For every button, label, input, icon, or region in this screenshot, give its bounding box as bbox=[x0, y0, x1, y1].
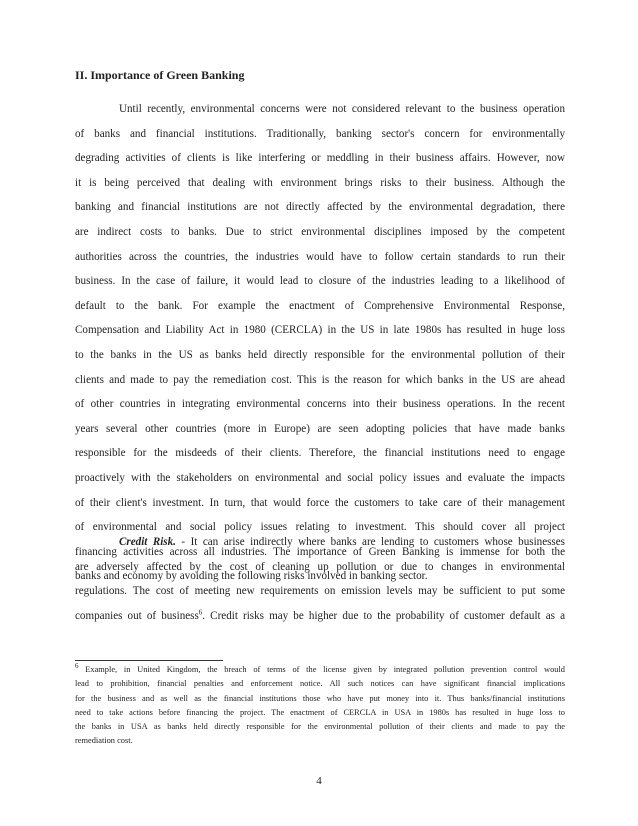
paragraph-line: it is being perceived that dealing with environment brings risks to their business. Although the bbox=[75, 176, 565, 189]
footnote-line: need to take actions before financing the project. The enactment of CERCLA in USA in 1980s has resulted in huge loss to bbox=[75, 707, 565, 717]
footnote-line: remediation cost. bbox=[75, 736, 133, 746]
paragraph-line: clients and made to pay the remediation cost. This is the reason for which banks in the US are ahead bbox=[75, 373, 565, 386]
paragraph-line: proactively with the stakeholders on environmental and social policy issues and evaluate the impacts bbox=[75, 471, 565, 484]
paragraph-line bbox=[75, 530, 565, 555]
paragraph-line: banking and financial institutions are not directly affected by the environmental degradation, there bbox=[75, 201, 565, 214]
paragraph-line: degrading activities of clients is like interfering or meddling in their business affairs. However, now bbox=[75, 152, 565, 165]
paragraph-line: are adversely affected by the cost of cleaning up pollution or due to changes in environmental bbox=[75, 560, 565, 573]
paragraph-line: regulations. The cost of meeting new requirements on emission levels may be sufficient to put some bbox=[75, 585, 565, 598]
paragraph-line: Until recently, environmental concerns were not considered relevant to the business operation bbox=[119, 103, 565, 115]
paragraph-line: business. In the case of failure, it would lead to closure of the industries leading to a likelihood of bbox=[75, 275, 565, 288]
paragraph-text: . Credit risks may be higher due to the probability of customer default as a bbox=[202, 609, 565, 622]
paragraph-line: of their client's investment. In turn, that would force the customers to take care of their management bbox=[75, 496, 565, 509]
paragraph-credit-risk bbox=[75, 530, 565, 628]
footnote-reference[interactable]: 6 bbox=[198, 608, 203, 617]
paragraph-importance bbox=[75, 97, 565, 589]
paragraph-line: of banks and financial institutions. Traditionally, banking sector's concern for environmentally bbox=[75, 127, 565, 140]
page-number: 4 bbox=[316, 775, 322, 787]
footnote-line bbox=[75, 663, 565, 677]
paragraph-line: responsible for the misdeeds of their clients. Therefore, the financial institutions need to engage bbox=[75, 447, 565, 460]
paragraph-line: to the banks in the US as banks held directly responsible for the environmental pollution of their bbox=[75, 348, 565, 361]
paragraph-text: companies out of business bbox=[75, 609, 199, 622]
footnote bbox=[75, 663, 565, 749]
footnote-marker: 6 bbox=[75, 662, 79, 671]
paragraph-line: default to the bank. For example the enactment of Comprehensive Environmental Response, bbox=[75, 299, 565, 312]
paragraph-line: years several other countries (more in Europe) are seen adopting policies that have made banks bbox=[75, 422, 565, 435]
paragraph-line: financing activities across all industries. The importance of Green Banking is immense for both the bbox=[75, 545, 565, 558]
paragraph-line: of environmental and social policy issues relating to investment. This should cover all project bbox=[75, 521, 565, 534]
paragraph-text: - It can arise indirectly where banks are lending to customers whose businesses bbox=[175, 536, 565, 548]
run-in-heading: Credit Risk. bbox=[119, 536, 176, 548]
paragraph-line: are indirect costs to banks. Due to strict environmental disciplines imposed by the competent bbox=[75, 225, 565, 238]
paragraph-line: banks and economy by avoiding the following risks involved in banking sector. bbox=[75, 570, 428, 583]
paragraph-line: authorities across the countries, the industries would have to follow certain standards to run their bbox=[75, 250, 565, 263]
paragraph-line bbox=[75, 604, 565, 629]
paragraph-line: of other countries in integrating environmental concerns into their business operations. In the recent bbox=[75, 398, 565, 411]
footnote-separator bbox=[75, 660, 223, 661]
footnote-line: the banks in USA as banks held directly responsible for the environmental pollution of their clients and made to pay the bbox=[75, 722, 565, 732]
paragraph-line: Compensation and Liability Act in 1980 (CERCLA) in the US in late 1980s has resulted in huge loss bbox=[75, 324, 565, 337]
footnote-line: for the business and as well as the financial institutions those who have put money into it. Thus banks/financial institutions bbox=[75, 693, 565, 703]
footnote-text: Example, in United Kingdom, the breach of terms of the license given by integrated pollution prevention control would bbox=[78, 665, 565, 674]
section-heading: II. Importance of Green Banking bbox=[75, 68, 245, 82]
footnote-line: lead to prohibition, financial penalties and enforcement notice. All such notices can have significant financial implications bbox=[75, 679, 565, 689]
